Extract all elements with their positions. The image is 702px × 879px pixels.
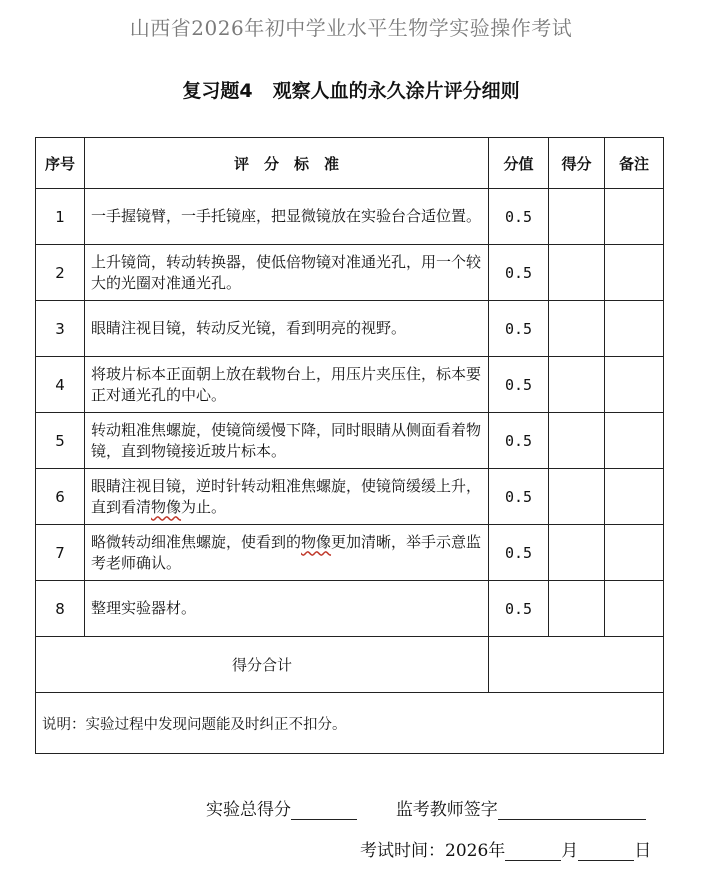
row-score: 0.5 — [489, 469, 549, 525]
row-index: 6 — [36, 469, 85, 525]
table-row — [36, 357, 664, 413]
row-score: 0.5 — [489, 189, 549, 245]
row-index: 3 — [36, 301, 85, 357]
row-index: 7 — [36, 525, 85, 581]
row-criteria: 整理实验器材。 — [85, 581, 489, 637]
row-earned-cell[interactable] — [549, 245, 605, 301]
row-remarks-cell[interactable] — [605, 413, 664, 469]
row-criteria: 转动粗准焦螺旋，使镜筒缓慢下降，同时眼睛从侧面看着物镜，直到物镜接近玻片标本。 — [85, 413, 489, 469]
row-index: 8 — [36, 581, 85, 637]
row-remarks-cell[interactable] — [605, 189, 664, 245]
criteria-text-post: 为止。 — [181, 497, 227, 516]
time-label: 考试时间：2026年 — [360, 841, 506, 861]
document-title-part2: 观察人血的永久涂片评分细则 — [272, 80, 520, 102]
exam-header-title: 山西省2026年初中学业水平生物学实验操作考试 — [129, 16, 573, 40]
row-remarks-cell[interactable] — [605, 301, 664, 357]
scoring-rubric-table — [35, 137, 664, 754]
document-title-part1: 复习题4 — [182, 80, 253, 102]
row-criteria: 一手握镜臂，一手托镜座，把显微镜放在实验台合适位置。 — [85, 189, 489, 245]
row-earned-cell[interactable] — [549, 357, 605, 413]
total-row — [36, 637, 664, 693]
row-criteria: 将玻片标本正面朝上放在载物台上，用压片夹压住，标本要正对通光孔的中心。 — [85, 357, 489, 413]
table-row — [36, 245, 664, 301]
row-score: 0.5 — [489, 525, 549, 581]
row-earned-cell[interactable] — [549, 413, 605, 469]
row-criteria — [85, 469, 489, 525]
row-criteria — [85, 525, 489, 581]
row-index: 1 — [36, 189, 85, 245]
day-label: 日 — [634, 841, 652, 861]
table-row — [36, 581, 664, 637]
row-score: 0.5 — [489, 245, 549, 301]
header-earned: 得分 — [549, 138, 605, 189]
criteria-text-pre: 略微转动细准焦螺旋，使看到的 — [91, 532, 302, 551]
row-earned-cell[interactable] — [549, 469, 605, 525]
table-row — [36, 413, 664, 469]
criteria-text-pre: 眼睛注视目镜，逆时针转动粗准焦螺旋，使镜筒缓缓上升，直到看清 — [91, 476, 482, 516]
row-criteria: 眼睛注视目镜，转动反光镜，看到明亮的视野。 — [85, 301, 489, 357]
month-blank[interactable] — [505, 842, 561, 861]
row-remarks-cell[interactable] — [605, 245, 664, 301]
note-row — [36, 693, 664, 754]
day-blank[interactable] — [578, 842, 634, 861]
signature-row — [206, 795, 646, 820]
header-remarks: 备注 — [605, 138, 664, 189]
month-label: 月 — [561, 841, 579, 861]
spellcheck-marked-word: 物像 — [151, 497, 182, 516]
row-score: 0.5 — [489, 301, 549, 357]
table-row — [36, 469, 664, 525]
total-score-blank[interactable] — [291, 801, 357, 820]
row-remarks-cell[interactable] — [605, 469, 664, 525]
table-header-row — [36, 138, 664, 189]
row-remarks-cell[interactable] — [605, 525, 664, 581]
header-index: 序号 — [36, 138, 85, 189]
row-earned-cell[interactable] — [549, 581, 605, 637]
total-label: 得分合计 — [36, 637, 489, 693]
row-score: 0.5 — [489, 413, 549, 469]
row-index: 2 — [36, 245, 85, 301]
criteria-text-post: 更加清晰，举手示意监考老师确认。 — [91, 532, 482, 572]
signature-label: 监考教师签字 — [395, 800, 498, 820]
note-text: 说明：实验过程中发现问题能及时纠正不扣分。 — [36, 693, 664, 754]
row-remarks-cell[interactable] — [605, 581, 664, 637]
total-score-label: 实验总得分 — [206, 800, 291, 820]
row-earned-cell[interactable] — [549, 301, 605, 357]
total-score-cell[interactable] — [489, 637, 664, 693]
row-earned-cell[interactable] — [549, 525, 605, 581]
signature-blank[interactable] — [498, 801, 646, 820]
header-criteria: 评 分 标 准 — [85, 138, 489, 189]
table-row — [36, 525, 664, 581]
table-row — [36, 189, 664, 245]
table-row — [36, 301, 664, 357]
row-index: 4 — [36, 357, 85, 413]
exam-time-row — [360, 836, 651, 861]
row-earned-cell[interactable] — [549, 189, 605, 245]
row-score: 0.5 — [489, 581, 549, 637]
row-criteria: 上升镜筒，转动转换器，使低倍物镜对准通光孔，用一个较大的光圈对准通光孔。 — [85, 245, 489, 301]
header-score: 分值 — [489, 138, 549, 189]
row-score: 0.5 — [489, 357, 549, 413]
row-index: 5 — [36, 413, 85, 469]
spellcheck-marked-word: 物像 — [301, 532, 332, 551]
row-remarks-cell[interactable] — [605, 357, 664, 413]
document-title — [0, 76, 702, 103]
